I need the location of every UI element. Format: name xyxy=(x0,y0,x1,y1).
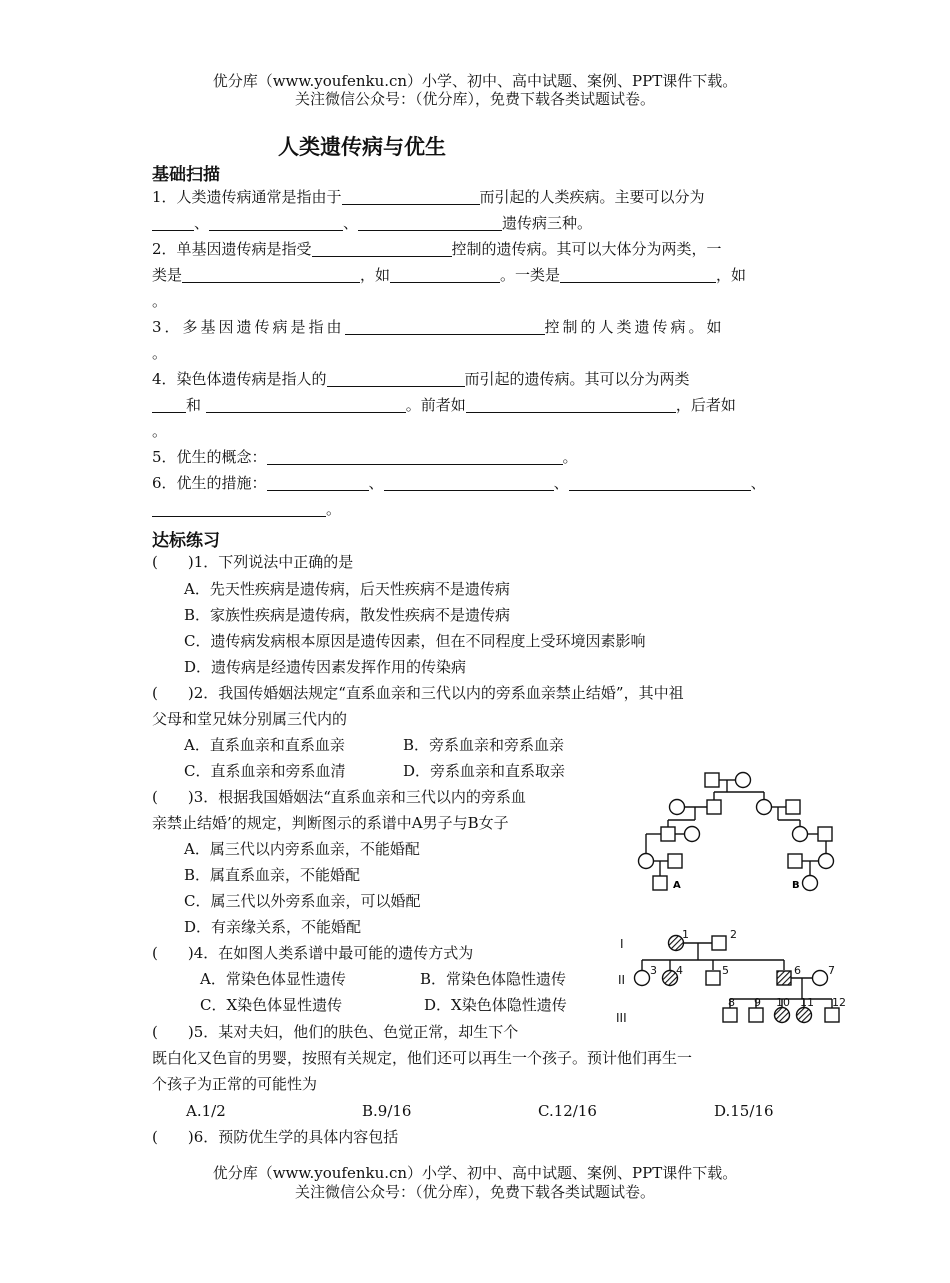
mc1-stem: ( )1．下列说法中正确的是 xyxy=(152,553,354,571)
blank[interactable] xyxy=(466,396,676,413)
blank[interactable] xyxy=(384,474,554,491)
pedigree-num-1: 1 xyxy=(682,928,689,941)
pedigree-female-b xyxy=(803,876,818,891)
pedigree-num-10: 10 xyxy=(776,996,790,1009)
blank[interactable] xyxy=(267,474,369,491)
mc2-option-c: C．直系血亲和旁系血清 xyxy=(184,762,346,780)
mc4-option-d: D．X染色体隐性遗传 xyxy=(424,996,567,1014)
pedigree-num-4: 4 xyxy=(676,964,683,977)
pedigree-male xyxy=(707,800,721,814)
mc5-stem-1: ( )5．某对夫妇，他们的肤色、色觉正常，却生下个 xyxy=(152,1023,519,1041)
pedigree-female-7 xyxy=(813,971,828,986)
pedigree-num-8: 8 xyxy=(728,996,735,1009)
blank[interactable] xyxy=(560,266,716,283)
pedigree-female xyxy=(670,800,685,815)
blank[interactable] xyxy=(152,500,326,517)
pedigree-male xyxy=(788,854,802,868)
pedigree-male xyxy=(668,854,682,868)
mc5-option-a: A.1/2 xyxy=(186,1102,226,1120)
pedigree-affected-female-10 xyxy=(775,1008,790,1023)
pedigree-num-2: 2 xyxy=(730,928,737,941)
pedigree-female xyxy=(793,827,808,842)
pedigree-num-5: 5 xyxy=(722,964,729,977)
q6-line-2: 。 xyxy=(152,498,341,520)
header-line-1: 优分库（www.youfenku.cn）小学、初中、高中试题、案例、PPT课件下载。 xyxy=(212,72,738,90)
pedigree-male-8 xyxy=(723,1008,737,1022)
mc4-stem: ( )4．在如图人类系谱中最可能的遗传方式为 xyxy=(152,944,474,962)
footer-line-2: 关注微信公众号：（优分库），免费下载各类试题试卷。 xyxy=(294,1183,655,1201)
mc5-option-d: D.15/16 xyxy=(714,1102,774,1120)
pedigree-male xyxy=(705,773,719,787)
pedigree-affected-male-6 xyxy=(777,971,791,985)
pedigree-label-a: A xyxy=(673,880,681,891)
blank[interactable] xyxy=(206,396,406,413)
q3-line-1: 3．多基因遗传病是指由 控制的人类遗传病。如 xyxy=(152,318,725,336)
pedigree-num-7: 7 xyxy=(828,964,835,977)
mc5-option-b: B.9/16 xyxy=(362,1102,412,1120)
blank[interactable] xyxy=(209,214,343,231)
blank[interactable] xyxy=(345,318,545,335)
pedigree-num-6: 6 xyxy=(794,964,801,977)
page-title: 人类遗传病与优生 xyxy=(278,135,446,159)
mc5-stem-2: 既白化又色盲的男婴，按照有关规定，他们还可以再生一个孩子。预计他们再生一 xyxy=(152,1049,693,1067)
generation-label-2: II xyxy=(618,973,626,987)
q2-line-3: 。 xyxy=(152,292,168,310)
mc4-option-b: B．常染色体隐性遗传 xyxy=(420,970,567,988)
q4-line-2: 和 。前者如 ，后者如 xyxy=(152,394,736,416)
mc1-option-c: C．遗传病发病根本原因是遗传因素，但在不同程度上受环境因素影响 xyxy=(184,632,646,650)
mc2-option-a: A．直系血亲和直系血亲 xyxy=(184,736,345,754)
pedigree-male-5 xyxy=(706,971,720,985)
mc3-stem-2: 亲禁止结婚’的规定，判断图示的系谱中A男子与B女子 xyxy=(152,814,509,832)
blank[interactable] xyxy=(390,266,500,283)
header-line-2: 关注微信公众号：（优分库），免费下载各类试题试卷。 xyxy=(294,90,655,108)
blank[interactable] xyxy=(327,370,465,387)
pedigree-num-12: 12 xyxy=(832,996,846,1009)
pedigree-male xyxy=(786,800,800,814)
generation-label-3: III xyxy=(616,1011,627,1025)
mc2-option-b: B．旁系血亲和旁系血亲 xyxy=(403,736,565,754)
pedigree-label-b: B xyxy=(792,880,800,891)
pedigree-affected-female-11 xyxy=(797,1008,812,1023)
section-heading-practice: 达标练习 xyxy=(152,531,220,551)
mc4-option-c: C．X染色体显性遗传 xyxy=(200,996,343,1014)
mc5-option-c: C.12/16 xyxy=(538,1102,597,1120)
blank[interactable] xyxy=(312,240,452,257)
mc3-stem-1: ( )3．根据我国婚姻法“直系血亲和三代以内的旁系血 xyxy=(152,788,526,806)
mc2-stem-2: 父母和堂兄妹分别属三代内的 xyxy=(152,710,348,728)
pedigree-q3 xyxy=(628,770,844,894)
mc4-option-a: A．常染色体显性遗传 xyxy=(200,970,346,988)
q1-line-1: 1．人类遗传病通常是指由于 而引起的人类疾病。主要可以分为 xyxy=(152,188,705,206)
q5-line: 5．优生的概念： 。 xyxy=(152,448,578,466)
mc1-option-d: D．遗传病是经遗传因素发挥作用的传染病 xyxy=(184,658,467,676)
blank[interactable] xyxy=(152,214,194,231)
mc6-stem: ( )6．预防优生学的具体内容包括 xyxy=(152,1128,399,1146)
pedigree-male-a xyxy=(653,876,667,890)
pedigree-male xyxy=(818,827,832,841)
q4-line-3: 。 xyxy=(152,422,168,440)
blank[interactable] xyxy=(342,188,480,205)
pedigree-num-11: 11 xyxy=(800,996,814,1009)
mc3-option-c: C．属三代以外旁系血亲，可以婚配 xyxy=(184,892,421,910)
blank[interactable] xyxy=(182,266,360,283)
mc2-stem-1: ( )2．我国传婚姻法规定“直系血亲和三代以内的旁系血亲禁止结婚”，其中祖 xyxy=(152,684,684,702)
blank[interactable] xyxy=(358,214,502,231)
mc3-option-b: B．属直系血亲，不能婚配 xyxy=(184,866,361,884)
mc1-option-a: A．先天性疾病是遗传病，后天性疾病不是遗传病 xyxy=(184,580,510,598)
pedigree-female xyxy=(819,854,834,869)
q6-line-1: 6．优生的措施： 、 、 、 xyxy=(152,474,766,492)
pedigree-female xyxy=(685,827,700,842)
q1-line-2: 、 、 遗传病三种。 xyxy=(152,212,592,234)
footer-line-1: 优分库（www.youfenku.cn）小学、初中、高中试题、案例、PPT课件下载。 xyxy=(212,1164,738,1182)
q4-line-1: 4．染色体遗传病是指人的 而引起的遗传病。其可以分为两类 xyxy=(152,370,690,388)
mc3-option-a: A．属三代以内旁系血亲，不能婚配 xyxy=(184,840,420,858)
q2-line-2: 类是 ，如 。一类是 ，如 xyxy=(152,266,747,284)
pedigree-num-3: 3 xyxy=(650,964,657,977)
pedigree-female xyxy=(736,773,751,788)
section-heading-basics: 基础扫描 xyxy=(152,165,220,185)
pedigree-female-3 xyxy=(635,971,650,986)
mc3-option-d: D．有亲缘关系，不能婚配 xyxy=(184,918,362,936)
blank[interactable] xyxy=(267,448,563,465)
pedigree-q4 xyxy=(612,928,850,1032)
pedigree-num-9: 9 xyxy=(754,996,761,1009)
generation-label-1: I xyxy=(620,937,624,951)
pedigree-male-9 xyxy=(749,1008,763,1022)
blank[interactable] xyxy=(152,396,186,413)
pedigree-female xyxy=(757,800,772,815)
q3-line-2: 。 xyxy=(152,344,168,362)
pedigree-male-12 xyxy=(825,1008,839,1022)
mc5-stem-3: 个孩子为正常的可能性为 xyxy=(152,1075,318,1093)
blank[interactable] xyxy=(569,474,751,491)
pedigree-female xyxy=(639,854,654,869)
pedigree-male-2 xyxy=(712,936,726,950)
mc1-option-b: B．家族性疾病是遗传病，散发性疾病不是遗传病 xyxy=(184,606,511,624)
q2-line-1: 2．单基因遗传病是指受 控制的遗传病。其可以大体分为两类，一 xyxy=(152,240,722,258)
mc2-option-d: D．旁系血亲和直系取亲 xyxy=(403,762,566,780)
